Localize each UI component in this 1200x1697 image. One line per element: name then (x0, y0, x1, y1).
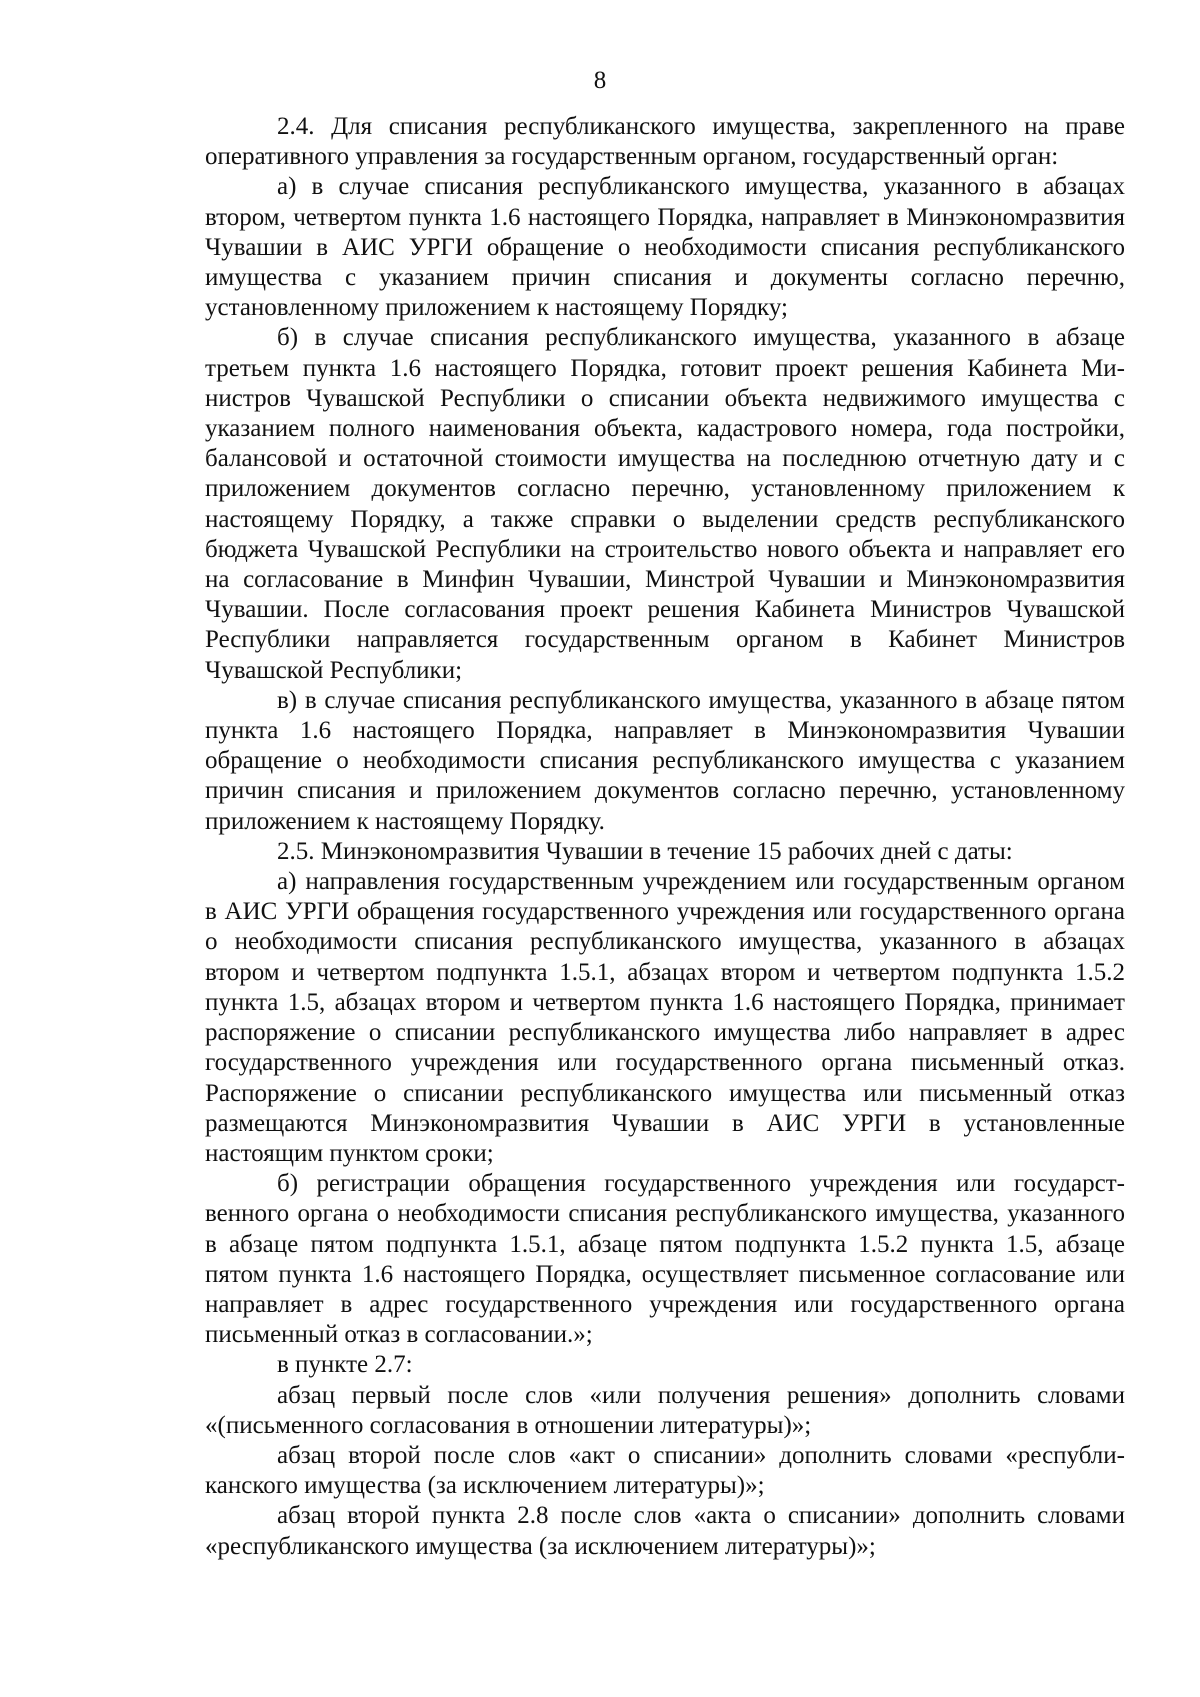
paragraph-2-5-b: б) регистрации обращения государственного учреждения или государственного органа о необходимости списания республиканского имущества, указанного в абзаце пятом подпункта 1.5.1, абзаце пятом подпункта 1.5.2 пункта 1.5, абзаце пятом пункта 1.6 настоящего Порядка, осуществляет письменное согласование или направляет в адрес государственного учреждения или государственного органа письменный отказ в согласовании.»; (205, 1170, 1125, 1349)
document-body (205, 112, 1125, 1562)
paragraph-2-4-b: б) в случае списания республиканского имущества, указанного в абзаце третьем пункта 1.6 настоящего Порядка, готовит проект решения Кабинета Министров Чувашской Республики о списании объекта недвижимого имущества с указанием полного наименования объекта, кадастрового номера, года постройки, балансовой и остаточной стоимости имущества на последнюю отчетную дату и с приложением документов согласно перечню, установленному приложением к настоящему Порядку, а также справки о выделении средств республиканского бюджета Чувашской Республики на строительство нового объекта и направляет его на согласование в Минфин Чувашии, Минстрой Чувашии и Минэкономразвития Чувашии. После согласования проект решения Кабинета Министров Чувашской Республики направляется государственным органом в Кабинет Министров Чувашской Республики; (205, 324, 1125, 684)
page-number: 8 (593, 67, 607, 94)
paragraph-point-2-7: в пункте 2.7: (277, 1351, 413, 1379)
paragraph-2-5-a: а) направления государственным учреждением или государственным органом в АИС УРГИ обращения государственного учреждения или государственного органа о необходимости списания республиканского имущества, указанного в абзацах втором и четвертом подпункта 1.5.1, абзацах втором и четвертом подпункта 1.5.2 пункта 1.5, абзацах втором и четвертом пункта 1.6 настоящего Порядка, принимает распоряжение о списании республиканского имущества либо направляет в адрес государственного учреждения или государственного органа письменный отказ. Распоряжение о списании республиканского имущества или письменный отказ размещаются Минэкономразвития Чувашии в АИС УРГИ в установленные настоящим пунктом сроки; (205, 868, 1125, 1167)
paragraph-2-7-second: абзац второй после слов «акт о списании» дополнить словами «республиканского имущества (за исключением литературы)»; (205, 1441, 1125, 1500)
paragraph-2-5: 2.5. Минэкономразвития Чувашии в течение 15 рабочих дней с даты: (277, 837, 1013, 865)
paragraph-2-8-second: абзац второй пункта 2.8 после слов «акта о списании» дополнить словами «республиканского имущества (за исключением литературы)»; (205, 1502, 1125, 1560)
paragraph-2-4-v: в) в случае списания республиканского имущества, указанного в абзаце пятом пункта 1.6 настоящего Порядка, направляет в Минэкономразвития Чувашии обращение о необходимости списания республиканского имущества с указанием причин списания и приложением документов согласно перечню, установленному приложением к настоящему Порядку. (205, 686, 1125, 835)
paragraph-2-4-a: а) в случае списания республиканского имущества, указанного в абзацах втором, четвертом пункта 1.6 настоящего Порядка, направляет в Минэкономразвития Чувашии в АИС УРГИ обращение о необходимости списания республиканского имущества с указанием причин списания и документы согласно перечню, установленному приложением к настоящему Порядку; (205, 173, 1125, 322)
paragraph-2-7-first: абзац первый после слов «или получения решения» дополнить словами «(письменного согласования в отношении литературы)»; (205, 1381, 1125, 1439)
paragraph-2-4: 2.4. Для списания республиканского имущества, закрепленного на праве оперативного управления за государственным органом, государственный орган: (205, 113, 1125, 171)
